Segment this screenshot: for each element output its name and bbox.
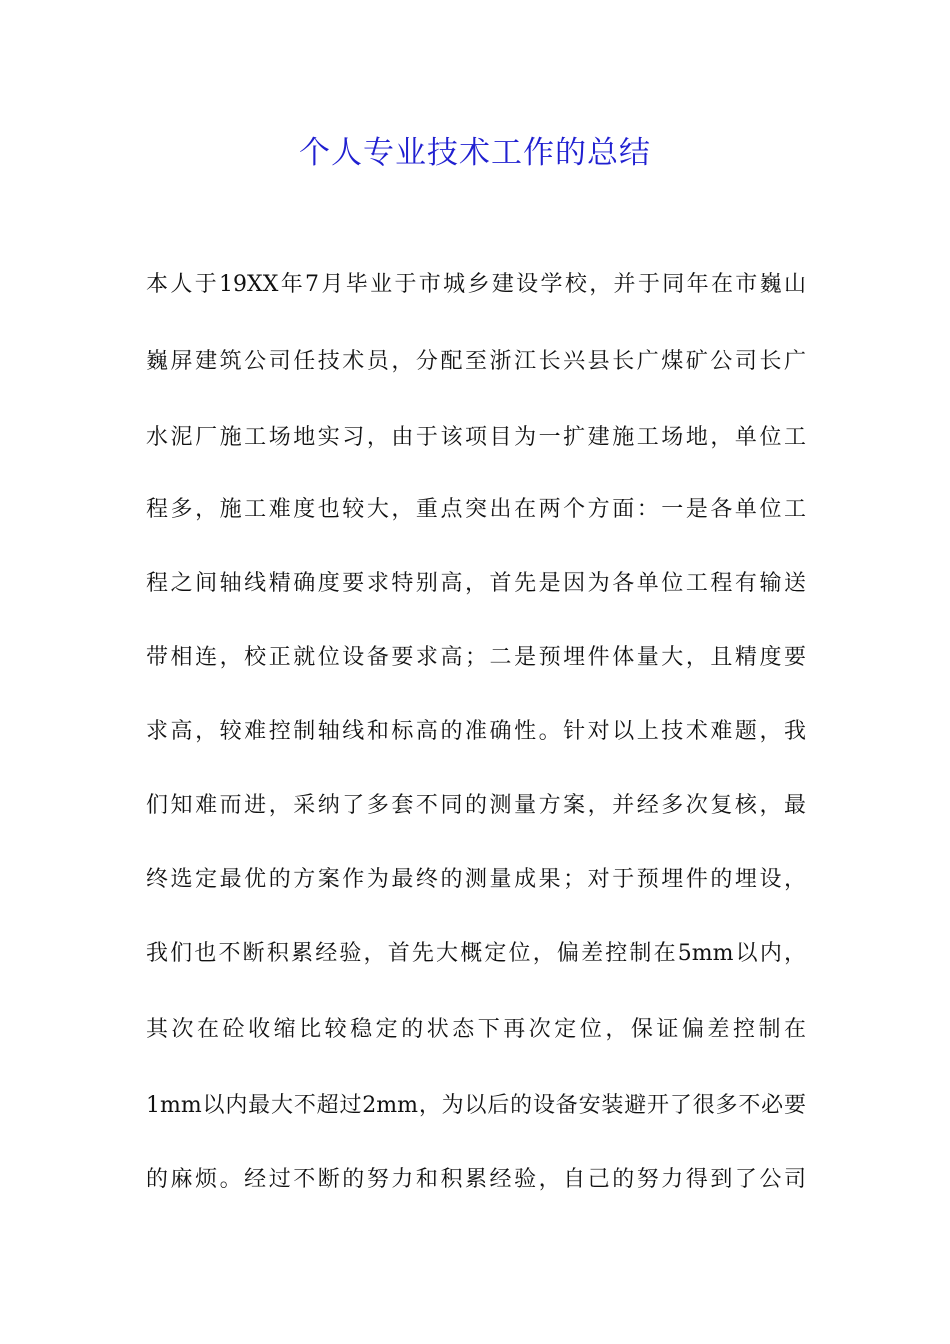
paragraph-line: 巍屏建筑公司任技术员，分配至浙江长兴县长广煤矿公司长广 [146, 349, 806, 374]
paragraph-line: 程之间轴线精确度要求特别高，首先是因为各单位工程有输送 [146, 571, 806, 596]
paragraph-line: 其次在砼收缩比较稳定的状态下再次定位，保证偏差控制在 [146, 1017, 806, 1042]
paragraph-line: 我们也不断积累经验，首先大概定位，偏差控制在5mm以内， [146, 941, 806, 966]
paragraph-line: 水泥厂施工场地实习，由于该项目为一扩建施工场地，单位工 [146, 425, 806, 450]
paragraph-line: 们知难而进，采纳了多套不同的测量方案，并经多次复核，最 [146, 793, 806, 818]
paragraph-line: 本人于19XX年7月毕业于市城乡建设学校，并于同年在市巍山 [146, 272, 806, 297]
paragraph-line: 带相连，校正就位设备要求高；二是预埋件体量大，且精度要 [146, 645, 806, 670]
paragraph-line: 的麻烦。经过不断的努力和积累经验，自己的努力得到了公司 [146, 1167, 806, 1192]
document-title: 个人专业技术工作的总结 [299, 135, 651, 171]
paragraph-line: 程多，施工难度也较大，重点突出在两个方面：一是各单位工 [146, 497, 806, 522]
paragraph-line: 求高，较难控制轴线和标高的准确性。针对以上技术难题，我 [146, 719, 806, 744]
paragraph-line: 终选定最优的方案作为最终的测量成果；对于预埋件的埋设， [146, 867, 806, 892]
paragraph-line: 1mm以内最大不超过2mm，为以后的设备安装避开了很多不必要 [146, 1093, 806, 1118]
